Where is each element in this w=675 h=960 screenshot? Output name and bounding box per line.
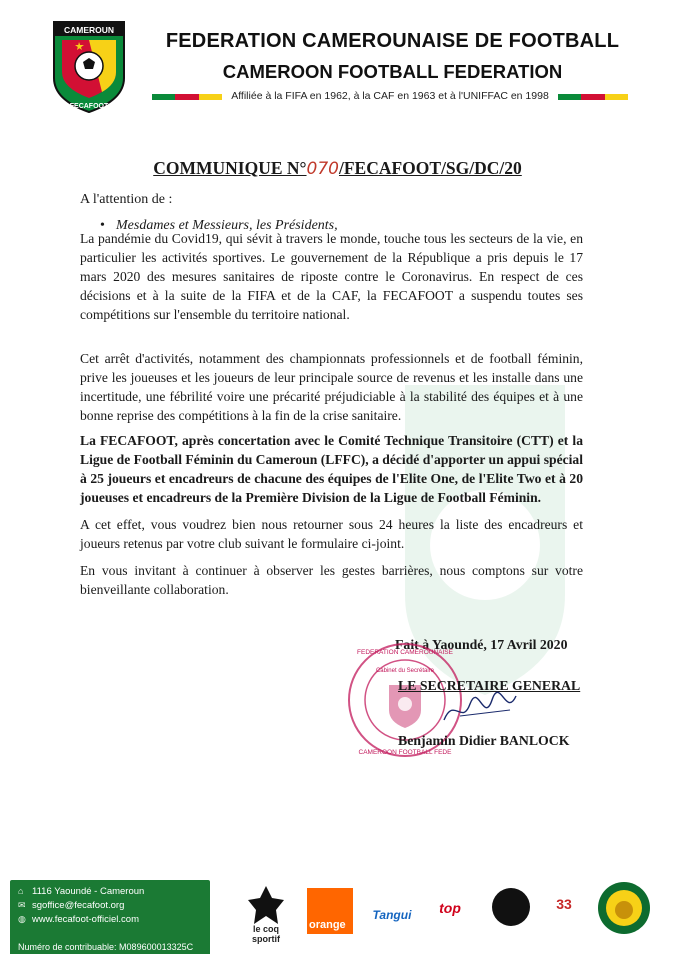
title-number: 070 bbox=[306, 159, 339, 179]
paragraph-closing: En vous invitant à continuer à observer les gestes barrières, nous comptons sur votre bienveillante collaboration. bbox=[80, 563, 583, 597]
sponsor-orange-label: orange bbox=[309, 919, 346, 931]
flag-stripe-left bbox=[152, 94, 222, 100]
sponsor-lecoqsportif-logo bbox=[238, 882, 294, 942]
recipient-text: Mesdames et Messieurs, les Présidents, bbox=[116, 218, 338, 233]
paragraph-request: A cet effet, vous voudrez bien nous retourner sous 24 heures la liste des encadreurs et joueurs retenus par votre club suivant le formulaire ci-joint. bbox=[80, 517, 583, 551]
address-row bbox=[18, 886, 144, 897]
website-text: www.fecafoot-officiel.com bbox=[32, 914, 140, 925]
email-text: sgoffice@fecafoot.org bbox=[32, 900, 125, 911]
title-suffix: /FECAFOOT/SG/DC/20 bbox=[338, 158, 522, 178]
lion-emblem-icon bbox=[598, 882, 650, 934]
email-row bbox=[18, 900, 124, 911]
footer bbox=[0, 876, 675, 960]
tax-id: Numéro de contribuable: M089600013325C bbox=[10, 940, 210, 954]
affiliation-text: Affiliée à la FIFA en 1962, à la CAF en 1963 et à l'UNIFFAC en 1998 bbox=[231, 90, 549, 102]
flag-stripe-right bbox=[558, 94, 628, 100]
fecafoot-logo bbox=[50, 18, 128, 114]
mail-icon: ✉ bbox=[18, 900, 26, 910]
handwritten-signature bbox=[440, 690, 520, 730]
paragraph-context: La pandémie du Covid19, qui sévit à travers le monde, touche tous les secteurs de la vie, en particulier les activités sportives. Le gouvernement de la République a pris depuis le 17 mars 2020 des mesures sanitaires de riposte contre le Coronavirus. En respect de ces décisions et à la suite de la FIFA et de la CAF, la FECAFOOT a suspendu toutes ses compétitions sur l'ensemble du territoire national. bbox=[80, 231, 583, 322]
org-name-french: FEDERATION CAMEROUNAISE DE FOOTBALL bbox=[165, 30, 620, 52]
attention-line: A l'attention de : bbox=[80, 192, 173, 207]
logo-country-text: CAMEROUN bbox=[63, 25, 115, 35]
website-row bbox=[18, 914, 139, 925]
svg-text:CAMEROON FOOTBALL FEDE: CAMEROON FOOTBALL FEDE bbox=[358, 749, 452, 756]
communique-title bbox=[0, 158, 675, 179]
logo-fecafoot-text: FECAFOOT bbox=[69, 103, 109, 110]
affiliation-line bbox=[152, 91, 628, 103]
rooster-icon bbox=[238, 882, 294, 928]
sponsor-top-label: top bbox=[439, 900, 461, 916]
sponsor-orange-logo bbox=[307, 888, 353, 934]
contact-box bbox=[10, 880, 210, 942]
signatory-name: Benjamin Didier BANLOCK bbox=[398, 733, 570, 748]
sponsor-tangui-logo bbox=[370, 894, 414, 934]
place-date: Fait à Yaoundé, 17 Avril 2020 bbox=[395, 637, 568, 652]
location-icon: ⌂ bbox=[18, 886, 24, 896]
globe-icon: ◍ bbox=[18, 914, 26, 924]
sponsor-top-logo bbox=[428, 892, 472, 926]
address-text: 1116 Yaoundé - Cameroun bbox=[32, 886, 145, 897]
org-name-english: CAMEROON FOOTBALL FEDERATION bbox=[222, 61, 563, 82]
sponsor-coq-label: le coq sportif bbox=[252, 924, 280, 944]
sponsor-tangui-label: Tangui bbox=[372, 908, 412, 922]
paragraph-decision: La FECAFOOT, après concertation avec le Comité Technique Transitoire (CTT) et la Ligue de Football Féminin du Cameroun (LFFC), a décidé d'apporter un appui spécial à 25 joueurs et encadreurs de chacune des équipes de l'Elite One, de l'Elite Two et à 20 joueuses et encadreurs de la Première Division de la Ligue de Football Féminin. bbox=[80, 433, 583, 505]
signatory-title: LE SECRETAIRE GENERAL bbox=[398, 678, 581, 693]
sponsor-33-label: 33 bbox=[556, 896, 572, 912]
svg-text:FEDERATION CAMEROUNAISE: FEDERATION CAMEROUNAISE bbox=[357, 649, 453, 656]
sponsor-dark-circle-logo bbox=[492, 888, 530, 926]
bullet-icon: • bbox=[100, 218, 105, 233]
svg-text:Cabinet du Secrétaire: Cabinet du Secrétaire bbox=[375, 668, 435, 674]
paragraph-impact: Cet arrêt d'activités, notamment des championnats professionnels et de football féminin, prive les joueuses et les joueurs de leur principale source de revenus et les installe dans une incertitude, une fébrilité voire une précarité préjudiciable à la stabilité des équipes et à une bonne reprise des compétitions à la fin de la crise sanitaire. bbox=[80, 351, 583, 423]
sponsor-33-logo bbox=[544, 886, 584, 926]
title-prefix: COMMUNIQUE N° bbox=[153, 158, 307, 178]
